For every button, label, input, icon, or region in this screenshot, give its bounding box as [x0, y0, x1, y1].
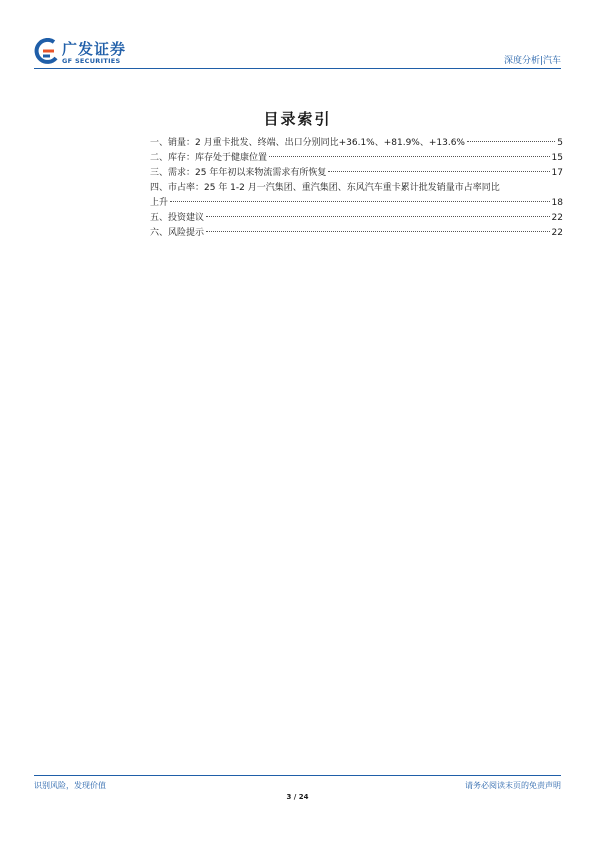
toc-item-5[interactable]	[150, 211, 563, 226]
toc-item-2[interactable]	[150, 151, 563, 166]
toc-leader-dots	[206, 231, 550, 232]
brand-logo	[34, 36, 144, 68]
toc-item-label: 上升	[150, 198, 169, 208]
toc-item-3[interactable]	[150, 166, 563, 181]
toc-item-page: 22	[551, 228, 563, 238]
toc-leader-dots	[467, 141, 555, 142]
toc-item-page: 15	[551, 153, 563, 163]
toc-item-label: 二、库存：库存处于健康位置	[150, 153, 268, 163]
brand-name-en: GF SECURITIES	[62, 57, 121, 65]
toc-leader-dots	[206, 216, 550, 217]
toc-leader-dots	[269, 156, 550, 157]
toc-item-6[interactable]	[150, 226, 563, 241]
toc-item-page: 22	[551, 213, 563, 223]
toc-item-page: 18	[551, 198, 563, 208]
table-of-contents	[150, 136, 563, 241]
toc-item-4-line1[interactable]: 四、市占率：25 年 1-2 月一汽集团、重汽集团、东风汽车重卡累计批发销量市占率同比	[150, 183, 500, 193]
toc-item-1[interactable]	[150, 136, 563, 151]
footer-slogan: 识别风险，发现价值	[34, 781, 106, 790]
footer-divider	[34, 775, 561, 776]
toc-item-label: 一、销量：2 月重卡批发、终端、出口分别同比+36.1%、+81.9%、+13.6%	[150, 138, 465, 148]
toc-item-page: 5	[557, 138, 563, 148]
toc-item-label: 三、需求：25 年年初以来物流需求有所恢复	[150, 168, 327, 178]
report-type: 深度分析|汽车	[503, 56, 561, 66]
toc-title: 目录索引	[263, 110, 332, 128]
footer-disclaimer: 请务必阅读末页的免责声明	[465, 781, 561, 790]
header-divider	[34, 68, 561, 69]
toc-item-label: 六、风险提示	[150, 228, 205, 238]
toc-item-4[interactable]	[150, 196, 563, 211]
gf-logo-icon	[34, 38, 60, 66]
toc-leader-dots	[170, 201, 550, 202]
brand-name-cn: 广发证券	[62, 40, 127, 58]
toc-item-page: 17	[551, 168, 563, 178]
page-header	[34, 36, 561, 68]
toc-leader-dots	[328, 171, 549, 172]
page-number: 3 / 24	[286, 793, 309, 801]
toc-item-label: 五、投资建议	[150, 213, 205, 223]
